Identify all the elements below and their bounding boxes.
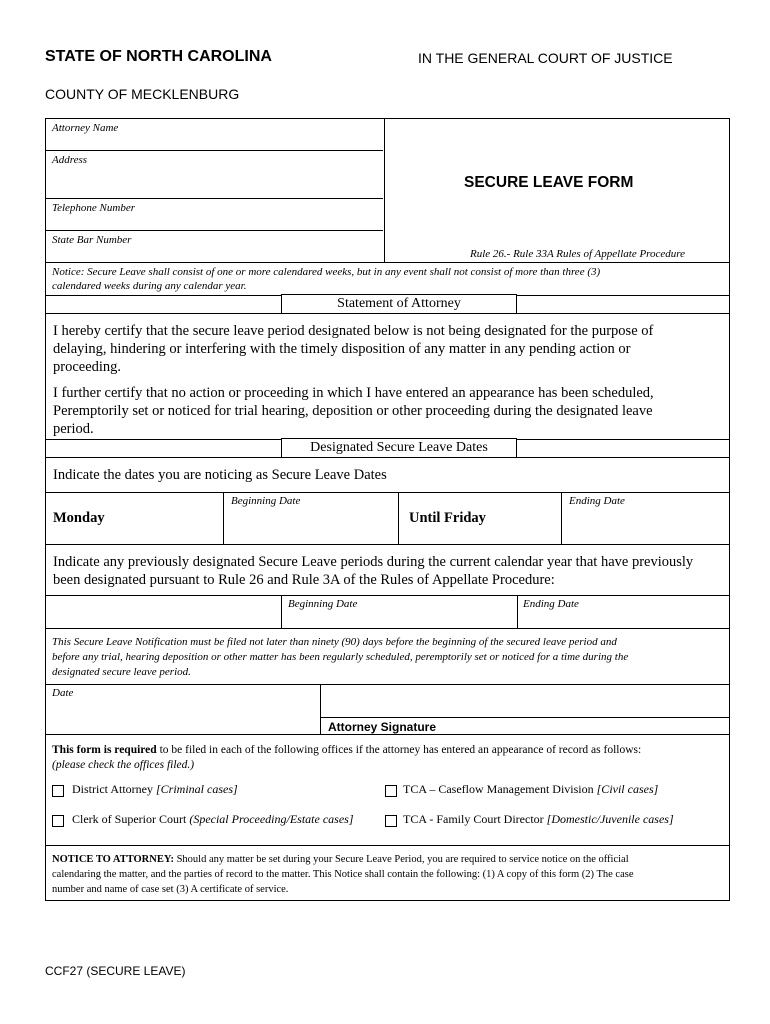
county-heading: COUNTY OF MECKLENBURG xyxy=(45,86,240,102)
district-attorney-label: District Attorney [Criminal cases] xyxy=(72,782,238,796)
rule xyxy=(46,544,729,545)
date-field[interactable] xyxy=(46,699,319,733)
tca-family-checkbox[interactable] xyxy=(385,815,397,827)
form-code-footer: CCF27 (SECURE LEAVE) xyxy=(45,964,186,978)
monday-label: Monday xyxy=(53,510,105,526)
rule xyxy=(46,230,383,231)
attorney-signature-label: Attorney Signature xyxy=(328,720,437,734)
required-text: This form is required to be filed in each of the following offices if the attorney has entered an appearance of record as follows: (please check the offices filed.) xyxy=(52,744,642,771)
certify-paragraph-2: I further certify that no action or proceeding in which I have entered an appearance has been scheduled, Peremptorily set or noticed for trial hearing, deposition or other proceeding during the designated leave period. xyxy=(53,385,654,437)
until-friday-label: Until Friday xyxy=(409,510,486,526)
rule xyxy=(398,492,399,544)
indicate-dates-text: Indicate the dates you are noticing as Secure Leave Dates xyxy=(53,467,387,483)
previous-periods-text: Indicate any previously designated Secure Leave periods during the current calendar year that have previously been designated pursuant to Rule 26 and Rule 3A of the Rules of Appellate Procedure: xyxy=(53,554,694,588)
state-heading: STATE OF NORTH CAROLINA xyxy=(45,48,272,65)
court-heading: IN THE GENERAL COURT OF JUSTICE xyxy=(418,50,673,66)
beginning-date-label: Beginning Date xyxy=(231,495,301,507)
ending-date-label: Ending Date xyxy=(569,495,625,507)
rule xyxy=(46,492,729,493)
attorney-name-label: Attorney Name xyxy=(52,122,119,134)
form-title: SECURE LEAVE FORM xyxy=(464,174,634,191)
rule xyxy=(46,457,729,458)
rule xyxy=(46,262,729,263)
clerk-superior-court-label: Clerk of Superior Court (Special Proceeding/Estate cases] xyxy=(72,812,354,826)
tca-family-label: TCA - Family Court Director [Domestic/Juvenile cases] xyxy=(403,812,674,826)
statement-title: Statement of Attorney xyxy=(281,294,517,314)
rule xyxy=(46,198,383,199)
secure-leave-form xyxy=(45,118,730,901)
date-label: Date xyxy=(52,687,74,699)
rule xyxy=(46,734,729,735)
bar-number-label: State Bar Number xyxy=(52,234,132,246)
tca-caseflow-checkbox[interactable] xyxy=(385,785,397,797)
previous-period-field[interactable] xyxy=(46,596,280,627)
telephone-label: Telephone Number xyxy=(52,202,136,214)
rule xyxy=(46,313,729,314)
rule xyxy=(517,595,518,628)
filing-deadline-text: This Secure Leave Notification must be filed not later than ninety (90) days before the beginning of the secured leave period and before any trial, hearing deposition or other matter has been regularly scheduled, peremptorily set or noticed for a time during the designated secure leave period. xyxy=(52,636,629,678)
tca-caseflow-label: TCA – Caseflow Management Division [Civil cases] xyxy=(403,782,659,796)
district-attorney-checkbox[interactable] xyxy=(52,785,64,797)
notice-to-attorney: NOTICE TO ATTORNEY: Should any matter be set during your Secure Leave Period, you are required to service notice on the official calendaring the matter, and the parties of record to the matter. This Notice shall contain the following: (1) A copy of this form (2) The case number and name of case set (3) A certificate of service. xyxy=(52,854,634,895)
certify-paragraph-1: I hereby certify that the secure leave period designated below is not being designated for the purpose of delaying, hindering or interfering with the timely disposition of any matter in any pending action or proceeding. xyxy=(53,323,654,375)
previous-ending-date-label: Ending Date xyxy=(523,598,579,610)
attorney-signature-field[interactable] xyxy=(321,685,730,717)
beginning-date-field[interactable] xyxy=(224,509,397,543)
rule-reference: Rule 26.- Rule 33A Rules of Appellate Procedure xyxy=(470,248,686,260)
rule xyxy=(46,845,729,846)
rule xyxy=(46,628,729,629)
address-label: Address xyxy=(52,154,88,166)
rule xyxy=(321,717,729,718)
notice-text: Notice: Secure Leave shall consist of one or more calendared weeks, but in any event shall not consist of more than three (3) calendared weeks during any calendar year. xyxy=(52,266,601,292)
rule xyxy=(281,595,282,628)
attorney-block-divider xyxy=(384,119,385,262)
rule xyxy=(46,150,383,151)
ending-date-field[interactable] xyxy=(562,509,730,543)
previous-beginning-date-label: Beginning Date xyxy=(288,598,358,610)
designated-dates-title: Designated Secure Leave Dates xyxy=(281,438,517,458)
clerk-superior-court-checkbox[interactable] xyxy=(52,815,64,827)
